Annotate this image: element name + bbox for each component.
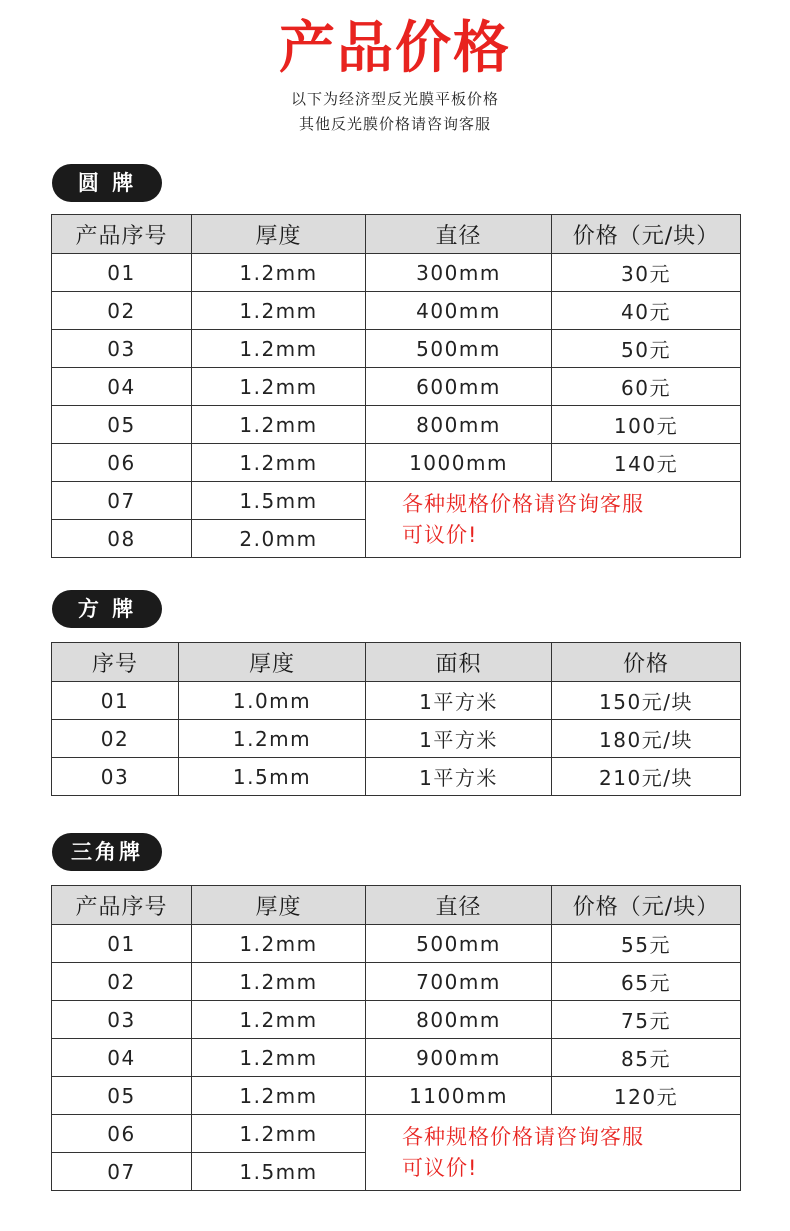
column-header: 产品序号 xyxy=(52,886,192,925)
table-cell: 06 xyxy=(52,444,192,482)
table-cell: 1.2mm xyxy=(192,1039,366,1077)
table-row xyxy=(52,254,741,292)
table-row xyxy=(52,925,741,963)
table-cell: 04 xyxy=(52,368,192,406)
table-cell: 30元 xyxy=(552,254,741,292)
table-cell: 1.5mm xyxy=(179,758,366,796)
table-cell: 04 xyxy=(52,1039,192,1077)
table-cell: 400mm xyxy=(366,292,552,330)
consult-note xyxy=(366,482,741,558)
table-cell: 700mm xyxy=(366,963,552,1001)
column-header: 价格（元/块） xyxy=(552,886,741,925)
table-cell: 55元 xyxy=(552,925,741,963)
table-cell: 1.2mm xyxy=(192,330,366,368)
subtitle-line-1: 以下为经济型反光膜平板价格 xyxy=(290,90,499,108)
section-label-triangle: 三角牌 xyxy=(52,833,162,871)
table-cell: 40元 xyxy=(552,292,741,330)
table-cell: 1.2mm xyxy=(192,292,366,330)
table-row xyxy=(52,444,741,482)
table-cell: 01 xyxy=(52,682,179,720)
table-cell: 1.2mm xyxy=(192,406,366,444)
column-header: 产品序号 xyxy=(52,215,192,254)
table-cell: 50元 xyxy=(552,330,741,368)
table-cell: 150元/块 xyxy=(552,682,741,720)
table-cell: 300mm xyxy=(366,254,552,292)
table-cell: 75元 xyxy=(552,1001,741,1039)
table-cell: 07 xyxy=(52,1153,192,1191)
table-cell: 1000mm xyxy=(366,444,552,482)
table-cell: 1.2mm xyxy=(192,1077,366,1115)
table-cell: 180元/块 xyxy=(552,720,741,758)
table-cell: 1.0mm xyxy=(179,682,366,720)
price-table-round xyxy=(51,214,741,558)
table-cell: 02 xyxy=(52,963,192,1001)
consult-note-line-2: 可议价! xyxy=(402,1155,478,1180)
table-cell: 1.2mm xyxy=(192,925,366,963)
table-row xyxy=(52,758,741,796)
table-cell: 1平方米 xyxy=(366,758,552,796)
table-cell: 600mm xyxy=(366,368,552,406)
column-header: 面积 xyxy=(366,643,552,682)
column-header: 厚度 xyxy=(179,643,366,682)
table-row xyxy=(52,1001,741,1039)
section-label-square: 方 牌 xyxy=(52,590,162,628)
table-row xyxy=(52,1115,741,1153)
table-cell: 1.2mm xyxy=(192,1115,366,1153)
table-cell: 02 xyxy=(52,292,192,330)
table-row xyxy=(52,682,741,720)
column-header: 价格 xyxy=(552,643,741,682)
table-cell: 08 xyxy=(52,520,192,558)
table-cell: 500mm xyxy=(366,330,552,368)
table-cell: 03 xyxy=(52,758,179,796)
table-cell: 140元 xyxy=(552,444,741,482)
table-row xyxy=(52,720,741,758)
table-cell: 06 xyxy=(52,1115,192,1153)
consult-note-line-1: 各种规格价格请咨询客服 xyxy=(402,1124,644,1149)
column-header: 直径 xyxy=(366,886,552,925)
subtitle-line-2: 其他反光膜价格请咨询客服 xyxy=(298,115,491,133)
table-cell: 210元/块 xyxy=(552,758,741,796)
price-table-square xyxy=(51,642,741,796)
table-row xyxy=(52,292,741,330)
table-row xyxy=(52,963,741,1001)
consult-note-line-1: 各种规格价格请咨询客服 xyxy=(402,491,644,516)
section-label-round: 圆 牌 xyxy=(52,164,162,202)
table-cell: 03 xyxy=(52,1001,192,1039)
table-cell: 1.5mm xyxy=(192,482,366,520)
table-cell: 01 xyxy=(52,254,192,292)
column-header: 序号 xyxy=(52,643,179,682)
table-cell: 07 xyxy=(52,482,192,520)
table-cell: 85元 xyxy=(552,1039,741,1077)
table-cell: 1100mm xyxy=(366,1077,552,1115)
table-cell: 1.2mm xyxy=(192,368,366,406)
table-cell: 02 xyxy=(52,720,179,758)
column-header: 直径 xyxy=(366,215,552,254)
consult-note-line-2: 可议价! xyxy=(402,522,478,547)
table-cell: 2.0mm xyxy=(192,520,366,558)
table-row xyxy=(52,1077,741,1115)
table-cell: 1平方米 xyxy=(366,682,552,720)
table-row xyxy=(52,482,741,520)
column-header: 价格（元/块） xyxy=(552,215,741,254)
table-cell: 01 xyxy=(52,925,192,963)
table-cell: 65元 xyxy=(552,963,741,1001)
table-row xyxy=(52,406,741,444)
table-cell: 120元 xyxy=(552,1077,741,1115)
table-row xyxy=(52,1039,741,1077)
column-header: 厚度 xyxy=(192,886,366,925)
table-cell: 100元 xyxy=(552,406,741,444)
table-cell: 900mm xyxy=(366,1039,552,1077)
table-cell: 1.2mm xyxy=(192,1001,366,1039)
column-header: 厚度 xyxy=(192,215,366,254)
table-cell: 1.2mm xyxy=(192,963,366,1001)
table-cell: 1.5mm xyxy=(192,1153,366,1191)
table-cell: 05 xyxy=(52,406,192,444)
page-title: 产品价格 xyxy=(279,16,511,81)
table-row xyxy=(52,330,741,368)
table-cell: 1.2mm xyxy=(192,444,366,482)
table-row xyxy=(52,368,741,406)
price-table-triangle xyxy=(51,885,741,1191)
table-cell: 1平方米 xyxy=(366,720,552,758)
table-cell: 800mm xyxy=(366,406,552,444)
table-cell: 500mm xyxy=(366,925,552,963)
table-cell: 1.2mm xyxy=(179,720,366,758)
table-cell: 60元 xyxy=(552,368,741,406)
table-cell: 1.2mm xyxy=(192,254,366,292)
table-cell: 05 xyxy=(52,1077,192,1115)
consult-note xyxy=(366,1115,741,1191)
table-cell: 800mm xyxy=(366,1001,552,1039)
table-cell: 03 xyxy=(52,330,192,368)
